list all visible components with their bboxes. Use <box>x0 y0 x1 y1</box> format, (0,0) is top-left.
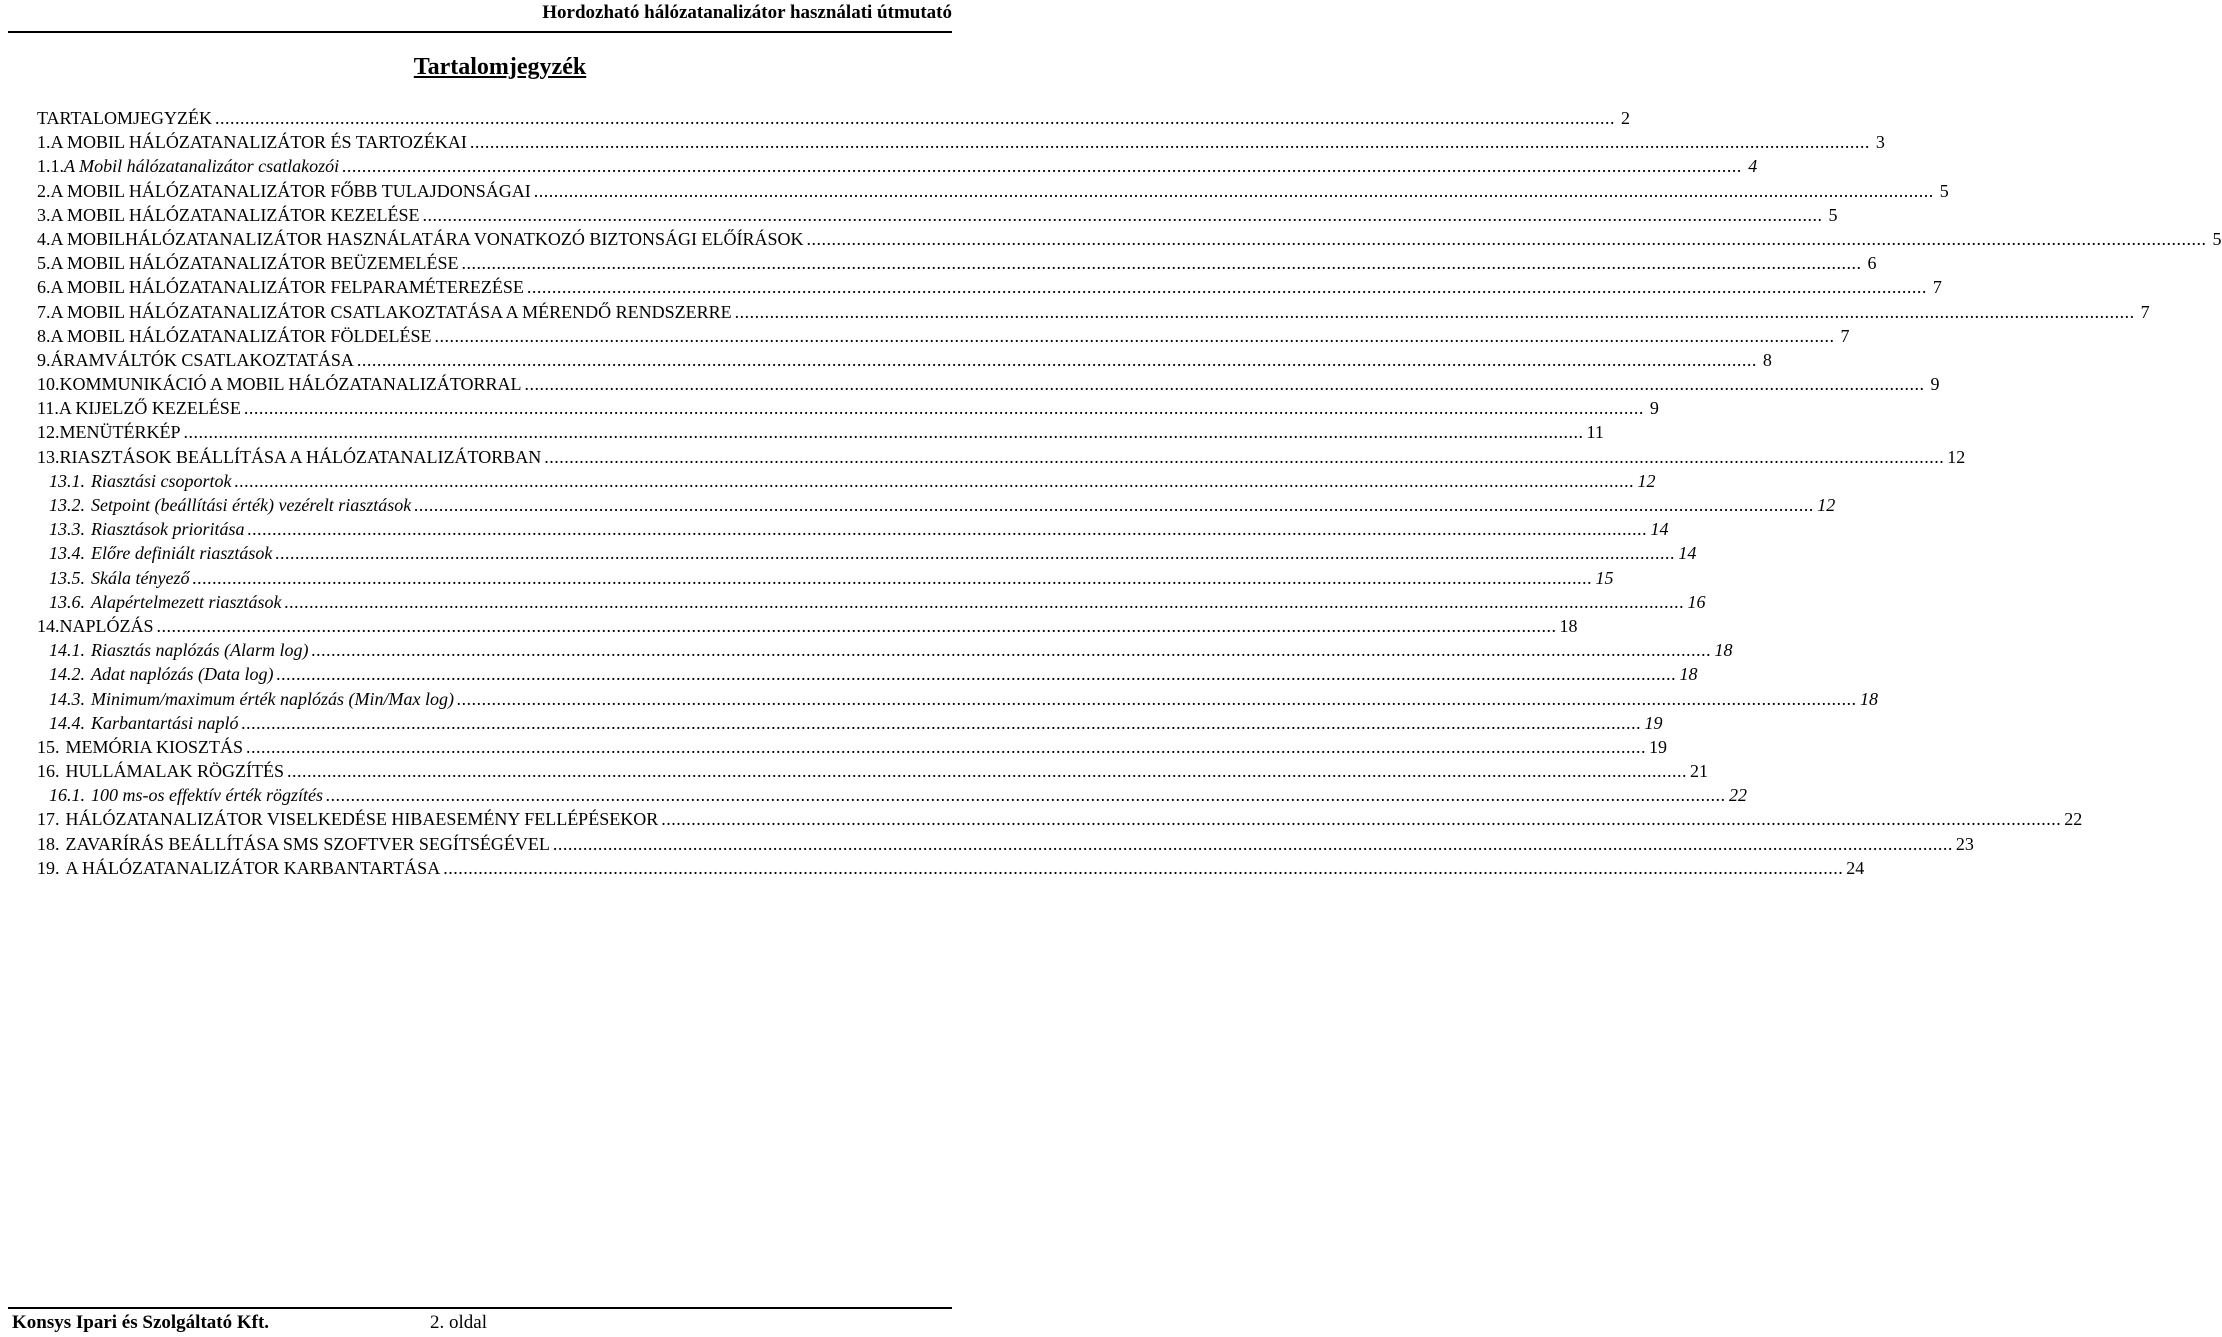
toc-entry[interactable] <box>37 156 1758 180</box>
toc-entry[interactable] <box>37 470 1656 495</box>
toc-dot-leader <box>435 326 1835 347</box>
toc-entry-label: Karbantartási napló <box>91 712 239 733</box>
toc-dot-leader <box>544 447 1944 468</box>
table-of-contents <box>37 108 2222 882</box>
toc-entry-number: 13.6. <box>49 591 85 612</box>
toc-entry[interactable] <box>37 180 1949 205</box>
toc-entry-page: 12 <box>1817 495 1836 515</box>
toc-entry-label: ZAVARÍRÁS BEÁLLÍTÁSA SMS SZOFTVER SEGÍTSÉGÉVEL <box>65 833 550 854</box>
toc-entry-page: 15 <box>1595 567 1614 588</box>
toc-dot-leader <box>275 543 1675 564</box>
toc-dot-leader <box>807 229 2207 250</box>
toc-entry-label: RIASZTÁSOK BEÁLLÍTÁSA A HÁLÓZATANALIZÁTORBAN <box>59 446 542 467</box>
toc-entry-page: 7 <box>2140 301 2150 322</box>
toc-entry[interactable] <box>37 543 1697 567</box>
header-rule <box>8 31 952 33</box>
toc-dot-leader <box>525 374 1925 395</box>
toc-entry-label: Előre definiált riasztások <box>91 543 273 564</box>
toc-entry-page: 24 <box>1846 857 1865 878</box>
toc-dot-leader <box>462 253 1862 274</box>
toc-entry-label: HULLÁMALAK RÖGZÍTÉS <box>65 761 284 782</box>
footer-company: Konsys Ipari és Szolgáltató Kft. <box>12 1312 270 1333</box>
toc-entry-page: 5 <box>1939 180 1949 201</box>
toc-dot-leader <box>553 834 1953 855</box>
toc-dot-leader <box>242 713 1642 734</box>
toc-entry-page: 12 <box>1947 446 1966 467</box>
toc-dot-leader <box>246 737 1646 758</box>
toc-entry[interactable] <box>37 277 1942 301</box>
toc-entry-page: 22 <box>2064 809 2083 830</box>
toc-entry[interactable] <box>37 422 1604 446</box>
toc-entry-label: A MOBIL HÁLÓZATANALIZÁTOR ÉS TARTOZÉKAI <box>50 132 467 153</box>
toc-entry-number: 4. <box>37 228 51 249</box>
toc-dot-leader <box>457 689 1857 710</box>
toc-dot-leader <box>248 519 1648 540</box>
toc-dot-leader <box>277 664 1677 685</box>
toc-entry[interactable] <box>37 567 1614 592</box>
toc-entry-page: 18 <box>1679 664 1698 685</box>
toc-entry[interactable] <box>37 132 1885 156</box>
toc-entry[interactable] <box>37 736 1668 761</box>
toc-entry[interactable] <box>37 325 1850 350</box>
toc-entry-number: 14.4. <box>49 712 85 733</box>
toc-entry-number: 12. <box>37 422 60 443</box>
toc-entry-page: 7 <box>1840 325 1850 346</box>
toc-entry[interactable] <box>37 398 1659 422</box>
toc-entry-page: 19 <box>1649 736 1668 757</box>
toc-entry[interactable] <box>37 519 1669 543</box>
toc-dot-leader <box>157 616 1557 637</box>
toc-entry[interactable] <box>37 349 1772 374</box>
toc-entry[interactable] <box>37 664 1698 688</box>
toc-entry[interactable] <box>37 833 1974 858</box>
toc-entry-label: A MOBIL HÁLÓZATANALIZÁTOR BEÜZEMELÉSE <box>50 253 459 274</box>
toc-dot-leader <box>470 132 1870 153</box>
toc-dot-leader <box>527 277 1927 298</box>
toc-entry-page: 5 <box>1828 204 1838 225</box>
toc-entry-number: 16. <box>37 761 60 782</box>
toc-dot-leader <box>423 205 1823 226</box>
toc-entry-number: 17. <box>37 809 60 830</box>
toc-entry-label: A KIJELZŐ KEZELÉSE <box>58 398 241 419</box>
toc-entry-number: 9. <box>37 349 51 370</box>
toc-entry-page: 2 <box>1621 108 1631 128</box>
toc-entry-number: 11. <box>37 398 59 419</box>
toc-dot-leader <box>342 156 1742 177</box>
toc-entry-number: 16.1. <box>49 785 85 806</box>
toc-dot-leader <box>244 398 1644 419</box>
toc-entry-label: Skála tényező <box>91 567 190 588</box>
toc-entry-label: A MOBIL HÁLÓZATANALIZÁTOR FELPARAMÉTEREZÉSE <box>50 277 524 298</box>
toc-entry-label: MENÜTÉRKÉP <box>59 422 181 443</box>
toc-entry-label: TARTALOMJEGYZÉK <box>37 108 213 128</box>
toc-entry-label: Alapértelmezett riasztások <box>91 591 282 612</box>
toc-entry[interactable] <box>37 301 2150 326</box>
toc-entry-label: HÁLÓZATANALIZÁTOR VISELKEDÉSE HIBAESEMÉNY FELLÉPÉSEKOR <box>65 809 659 830</box>
toc-entry-number: 3. <box>37 204 51 225</box>
toc-entry[interactable] <box>37 785 1747 809</box>
toc-entry[interactable] <box>37 809 2083 833</box>
toc-dot-leader <box>357 350 1757 371</box>
page-header-title: Hordozható hálózatanalizátor használati útmutató <box>542 2 952 23</box>
toc-entry-label: Adat naplózás (Data log) <box>91 664 274 685</box>
toc-entry-page: 21 <box>1689 761 1708 782</box>
toc-entry[interactable] <box>37 446 1966 471</box>
toc-dot-leader <box>312 640 1712 661</box>
toc-entry-page: 12 <box>1637 470 1656 491</box>
toc-entry-label: 100 ms-os effektív érték rögzítés <box>91 785 323 806</box>
toc-entry[interactable] <box>37 688 1878 713</box>
footer-page-number: 2. oldal <box>430 1312 487 1333</box>
toc-entry-number: 13.3. <box>49 519 85 540</box>
toc-entry[interactable] <box>37 374 1940 398</box>
toc-entry-label: A MOBIL HÁLÓZATANALIZÁTOR CSATLAKOZTATÁSA A MÉRENDŐ RENDSZERRE <box>50 301 732 322</box>
toc-entry-page: 18 <box>1559 615 1578 636</box>
toc-entry[interactable] <box>37 591 1706 616</box>
toc-entry-label: Riasztások prioritása <box>91 519 245 540</box>
toc-entry[interactable] <box>37 204 1838 229</box>
toc-entry-page: 18 <box>1714 640 1733 661</box>
toc-dot-leader <box>192 568 1592 589</box>
toc-entry-number: 13.1. <box>49 470 85 491</box>
toc-dot-leader <box>534 181 1934 202</box>
toc-entry-number: 13.4. <box>49 543 85 564</box>
toc-entry-page: 22 <box>1728 785 1747 806</box>
toc-entry-page: 18 <box>1859 688 1878 709</box>
toc-entry-number: 1. <box>37 132 51 153</box>
toc-entry-page: 19 <box>1644 712 1663 733</box>
toc-entry-number: 8. <box>37 325 51 346</box>
toc-entry-page: 16 <box>1687 591 1706 612</box>
toc-entry-number: 7. <box>37 301 51 322</box>
toc-entry[interactable] <box>37 108 1631 132</box>
toc-entry-number: 14.3. <box>49 688 85 709</box>
toc-entry[interactable] <box>37 640 1733 664</box>
toc-dot-leader <box>661 809 2061 830</box>
toc-entry-label: A Mobil hálózatanalizátor csatlakozói <box>64 156 340 177</box>
toc-entry-number: 6. <box>37 277 51 298</box>
toc-dot-leader <box>326 785 1726 806</box>
toc-dot-leader <box>287 761 1687 782</box>
toc-entry-label: Minimum/maximum érték naplózás (Min/Max log) <box>91 688 454 709</box>
toc-entry-label: Riasztás naplózás (Alarm log) <box>91 640 309 661</box>
toc-entry-label: Setpoint (beállítási érték) vezérelt riasztások <box>91 495 412 515</box>
toc-entry-label: A MOBIL HÁLÓZATANALIZÁTOR FŐBB TULAJDONSÁGAI <box>50 180 531 201</box>
toc-entry-label: A MOBILHÁLÓZATANALIZÁTOR HASZNÁLATÁRA VONATKOZÓ BIZTONSÁGI ELŐÍRÁSOK <box>50 228 804 249</box>
toc-entry-label: A MOBIL HÁLÓZATANALIZÁTOR FÖLDELÉSE <box>50 325 432 346</box>
toc-entry-page: 8 <box>1762 349 1772 370</box>
toc-entry[interactable] <box>37 857 1865 882</box>
toc-entry-number: 19. <box>37 857 60 878</box>
toc-entry-label: A HÁLÓZATANALIZÁTOR KARBANTARTÁSA <box>65 857 441 878</box>
toc-entry-label: A MOBIL HÁLÓZATANALIZÁTOR KEZELÉSE <box>50 204 420 225</box>
toc-dot-leader <box>735 302 2135 323</box>
toc-dot-leader <box>184 422 1584 443</box>
toc-entry-page: 4 <box>1748 156 1758 177</box>
toc-entry-label: ÁRAMVÁLTÓK CSATLAKOZTATÁSA <box>50 349 354 370</box>
toc-dot-leader <box>215 108 1615 129</box>
toc-entry-number: 1.1. <box>37 156 64 177</box>
toc-entry-number: 5. <box>37 253 51 274</box>
toc-entry-page: 9 <box>1930 374 1940 395</box>
toc-entry[interactable] <box>37 761 1708 785</box>
footer-rule <box>8 1307 952 1309</box>
toc-entry-page: 5 <box>2212 228 2222 249</box>
toc-dot-leader <box>414 495 1814 516</box>
toc-entry-page: 14 <box>1650 519 1669 540</box>
toc-entry-page: 23 <box>1955 833 1974 854</box>
toc-entry-label: NAPLÓZÁS <box>59 615 154 636</box>
toc-dot-leader <box>235 471 1635 492</box>
toc-entry-number: 14.1. <box>49 640 85 661</box>
toc-entry-number: 18. <box>37 833 60 854</box>
toc-entry[interactable] <box>37 712 1663 737</box>
toc-entry[interactable] <box>37 615 1578 640</box>
toc-entry-label: MEMÓRIA KIOSZTÁS <box>65 736 244 757</box>
toc-entry-number: 13.5. <box>49 567 85 588</box>
toc-heading: Tartalomjegyzék <box>413 54 587 80</box>
toc-entry-number: 13.2. <box>49 495 85 515</box>
toc-entry-number: 2. <box>37 180 51 201</box>
toc-entry-page: 9 <box>1649 398 1659 419</box>
toc-entry[interactable] <box>37 228 2222 253</box>
toc-dot-leader <box>443 858 1843 879</box>
toc-entry-page: 11 <box>1586 422 1604 443</box>
toc-entry-number: 10. <box>37 374 60 395</box>
toc-entry-page: 3 <box>1875 132 1885 153</box>
toc-entry-page: 7 <box>1932 277 1942 298</box>
toc-entry[interactable] <box>37 495 1836 519</box>
toc-entry[interactable] <box>37 253 1877 277</box>
toc-entry-page: 6 <box>1867 253 1877 274</box>
toc-entry-page: 14 <box>1678 543 1697 564</box>
toc-dot-leader <box>284 592 1684 613</box>
toc-entry-label: Riasztási csoportok <box>91 470 232 491</box>
toc-entry-number: 14. <box>37 615 60 636</box>
toc-entry-number: 14.2. <box>49 664 85 685</box>
toc-entry-number: 13. <box>37 446 60 467</box>
toc-entry-number: 15. <box>37 736 60 757</box>
toc-entry-label: KOMMUNIKÁCIÓ A MOBIL HÁLÓZATANALIZÁTORRAL <box>59 374 522 395</box>
